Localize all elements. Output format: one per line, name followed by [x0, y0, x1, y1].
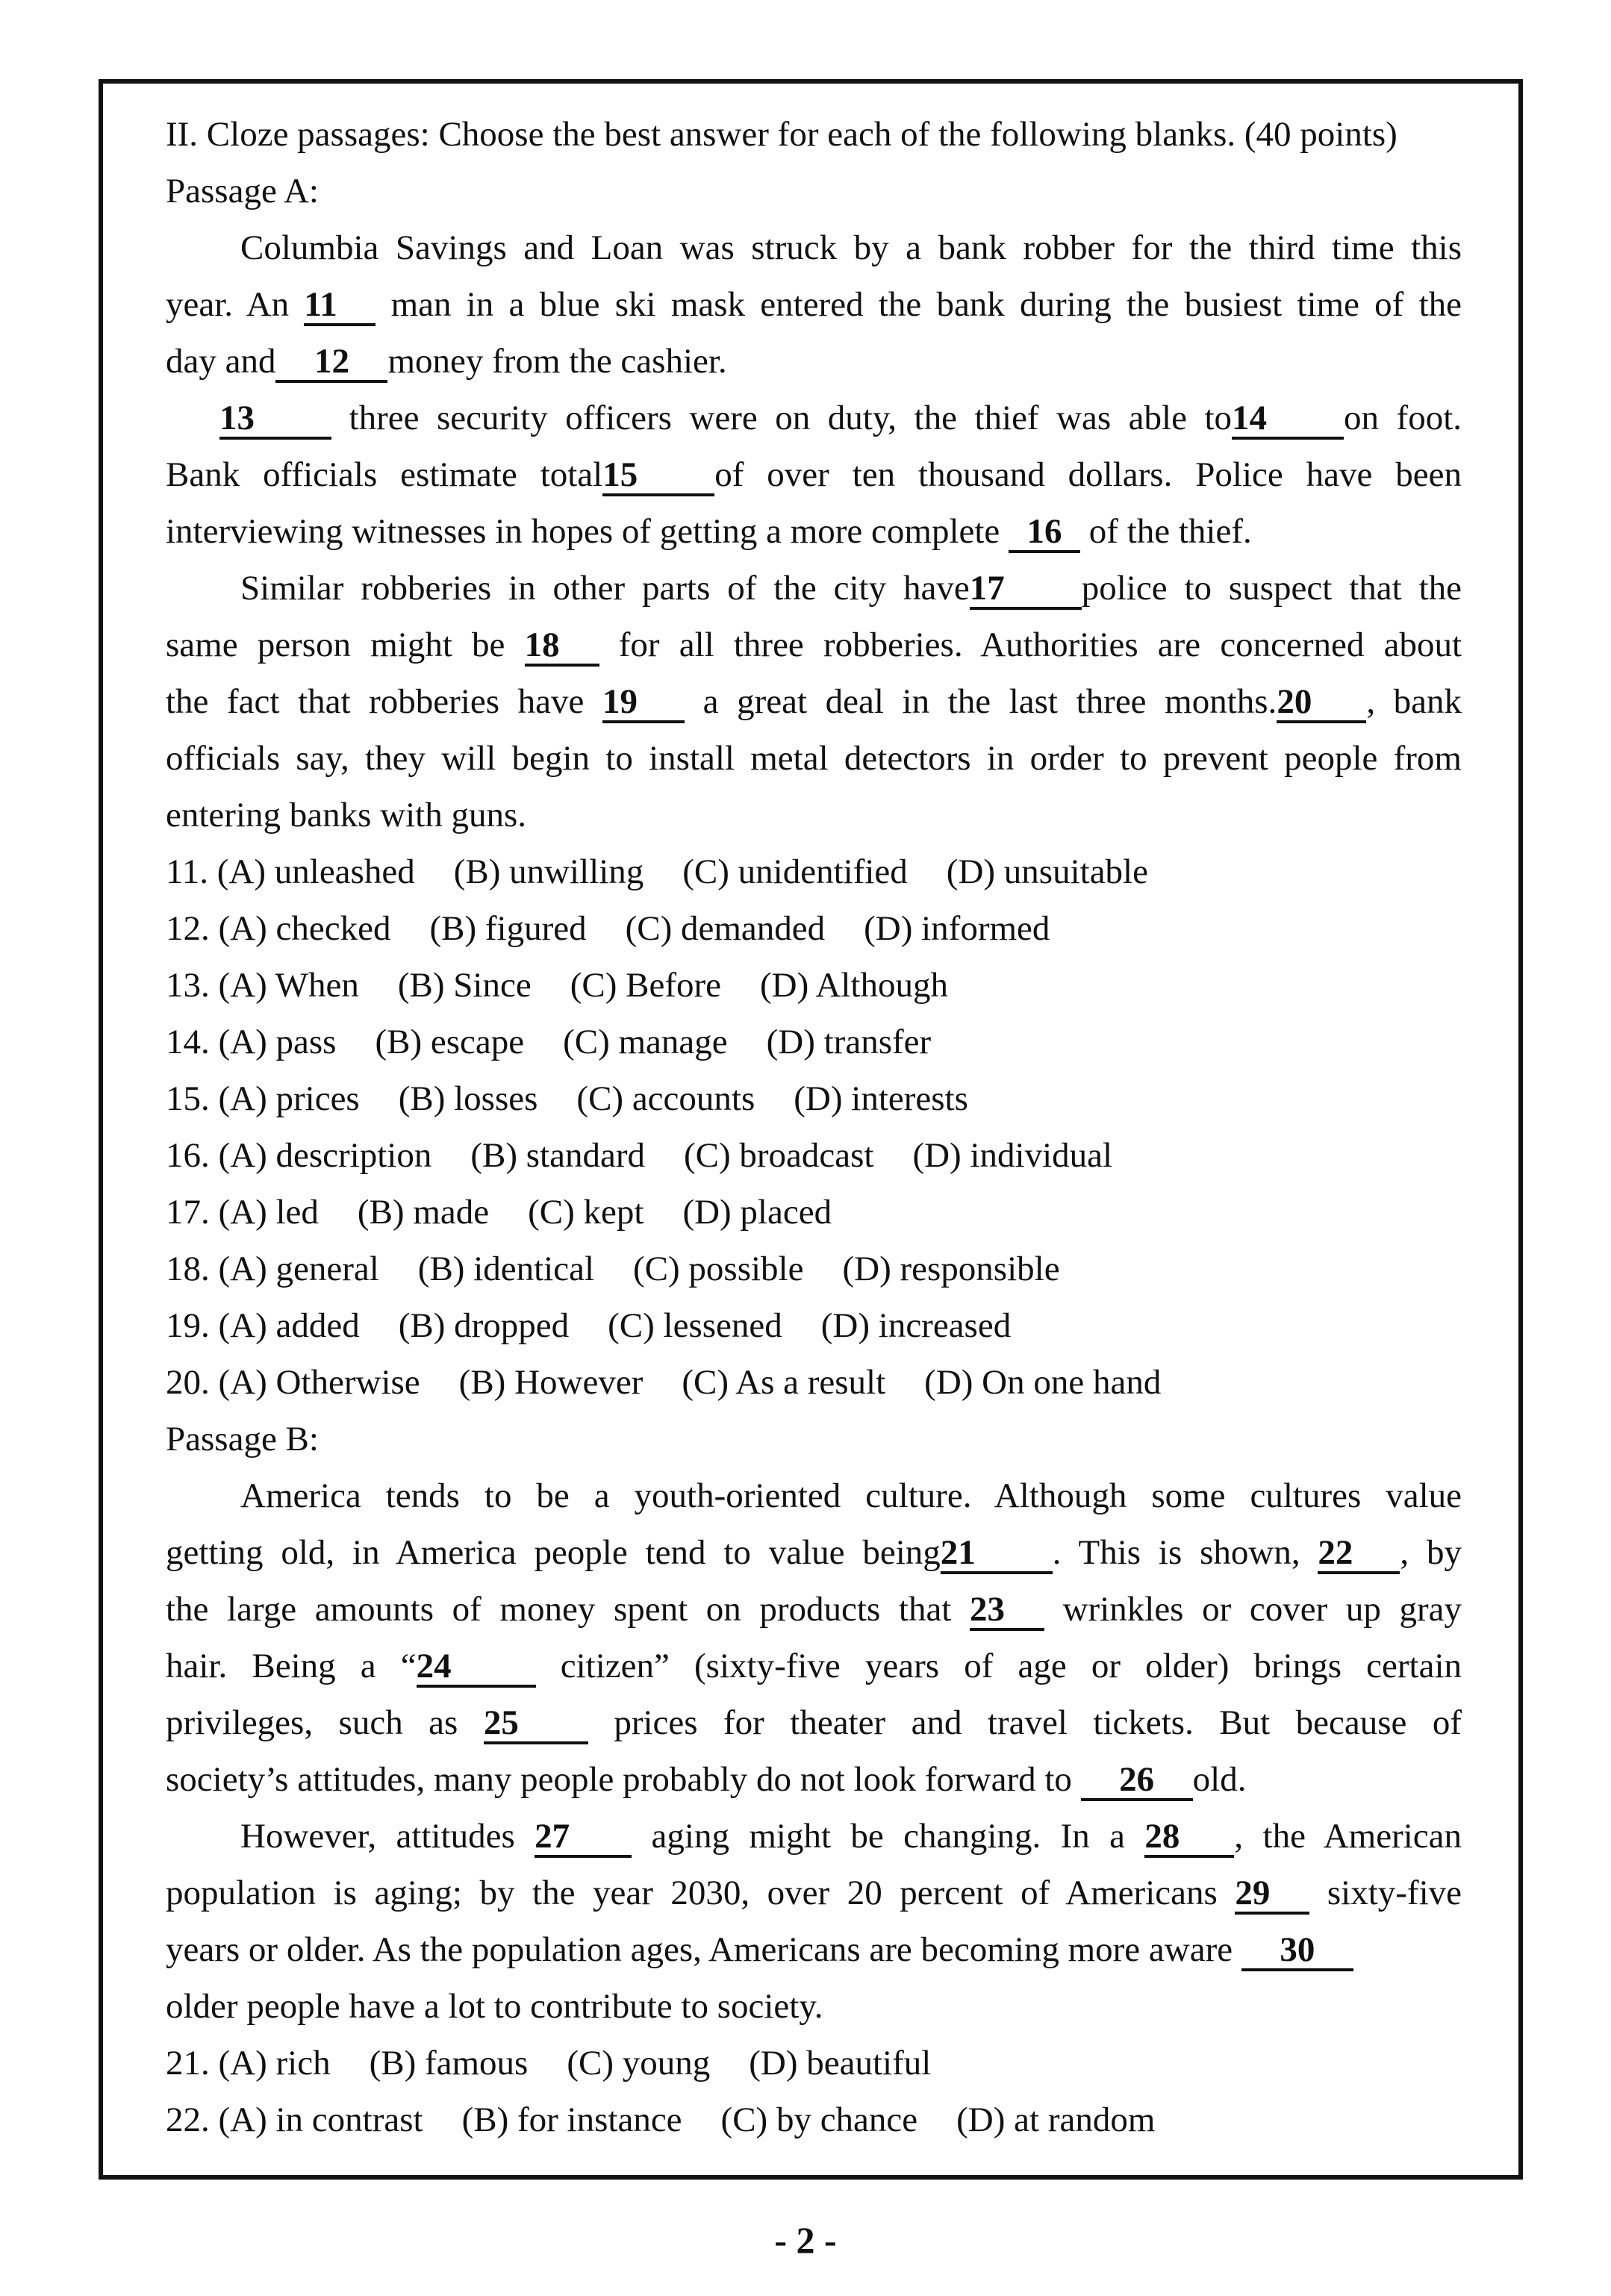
blank-12: 12 [275, 343, 387, 383]
question-21: 21. (A) rich (B) famous (C) young (D) beautiful [166, 2044, 932, 2083]
passage-b-p1-line1: America tends to be a youth-oriented culture. Although some cultures value [240, 1476, 1462, 1515]
passage-a-p2-line1: 13 three security officers were on duty, the thief was able to14 on foot. [166, 390, 1462, 446]
passage-b-p2-line1: However, attitudes 27 aging might be changing. In a 28 , the American [166, 1808, 1462, 1865]
passage-b-p1-line2: getting old, in America people tend to value being21 . This is shown, 22 , by [166, 1524, 1462, 1581]
passage-a-p3-line1: Similar robberies in other parts of the city have17 police to suspect that the [166, 560, 1462, 617]
question-14: 14. (A) pass (B) escape (C) manage (D) transfer [166, 1023, 932, 1061]
question-13: 13. (A) When (B) Since (C) Before (D) Although [166, 966, 948, 1005]
blank-20: 20 [1277, 683, 1366, 723]
page-number: - 2 - [774, 2219, 837, 2261]
blank-25: 25 [484, 1704, 588, 1744]
passage-b-p2-line4: older people have a lot to contribute to society. [166, 1987, 823, 2026]
section-instructions: II. Cloze passages: Choose the best answer for each of the following blanks. (40 points) [166, 115, 1397, 154]
passage-b-p1-line5: privileges, such as 25 prices for theater and travel tickets. But because of [166, 1694, 1462, 1751]
passage-b-title: Passage B: [166, 1420, 319, 1459]
blank-23: 23 [970, 1591, 1044, 1631]
blank-14: 14 [1232, 399, 1344, 440]
blank-19: 19 [602, 683, 685, 723]
passage-a-p1-line2: year. An 11 man in a blue ski mask entered the bank during the busiest time of the [166, 276, 1462, 333]
question-17: 17. (A) led (B) made (C) kept (D) placed [166, 1193, 832, 1232]
blank-11: 11 [304, 286, 376, 326]
passage-a-title: Passage A: [166, 172, 319, 210]
blank-24: 24 [417, 1647, 536, 1688]
blank-26: 26 [1081, 1761, 1193, 1801]
question-18: 18. (A) general (B) identical (C) possible (D) responsible [166, 1250, 1060, 1288]
passage-a-p1-line1: Columbia Savings and Loan was struck by a bank robber for the third time this [240, 228, 1462, 267]
passage-a-p3-line3: the fact that robberies have 19 a great deal in the last three months.20 , bank [166, 673, 1462, 730]
blank-21: 21 [941, 1534, 1053, 1574]
question-19: 19. (A) added (B) dropped (C) lessened (D) increased [166, 1306, 1012, 1345]
passage-a-p2-line3: interviewing witnesses in hopes of getting a more complete 16 of the thief. [166, 503, 1252, 560]
blank-27: 27 [535, 1818, 632, 1858]
passage-b-p2-line3: years or older. As the population ages, Americans are becoming more aware 30 [166, 1921, 1353, 1978]
passage-a-p3-line5: entering banks with guns. [166, 796, 526, 835]
blank-22: 22 [1318, 1534, 1400, 1574]
blank-15: 15 [602, 456, 714, 496]
question-11: 11. (A) unleashed (B) unwilling (C) unidentified (D) unsuitable [166, 852, 1148, 891]
passage-a-p2-line2: Bank officials estimate total15 of over ten thousand dollars. Police have been [166, 446, 1462, 503]
blank-28: 28 [1144, 1818, 1234, 1858]
passage-a-p3-line4: officials say, they will begin to install metal detectors in order to prevent people from [166, 739, 1462, 778]
question-15: 15. (A) prices (B) losses (C) accounts (D) interests [166, 1079, 968, 1118]
question-20: 20. (A) Otherwise (B) However (C) As a result (D) On one hand [166, 1363, 1162, 1402]
blank-29: 29 [1235, 1874, 1309, 1915]
passage-b-p1-line6: society’s attitudes, many people probably do not look forward to 26 old. [166, 1751, 1246, 1808]
blank-16: 16 [1009, 513, 1080, 553]
blank-17: 17 [970, 570, 1082, 610]
passage-a-p1-line3: day and 12 money from the cashier. [166, 333, 727, 390]
question-16: 16. (A) description (B) standard (C) broadcast (D) individual [166, 1136, 1113, 1175]
passage-b-p2-line2: population is aging; by the year 2030, over 20 percent of Americans 29 sixty-five [166, 1865, 1462, 1921]
question-12: 12. (A) checked (B) figured (C) demanded (D) informed [166, 909, 1050, 948]
passage-a-p3-line2: same person might be 18 for all three robberies. Authorities are concerned about [166, 617, 1462, 673]
blank-30: 30 [1241, 1931, 1353, 1971]
passage-b-p1-line3: the large amounts of money spent on products that 23 wrinkles or cover up gray [166, 1581, 1462, 1638]
blank-18: 18 [525, 626, 599, 667]
blank-13: 13 [219, 399, 331, 440]
question-22: 22. (A) in contrast (B) for instance (C) by chance (D) at random [166, 2100, 1156, 2139]
passage-b-p1-line4: hair. Being a “24 citizen” (sixty-five years of age or older) brings certain [166, 1638, 1462, 1694]
